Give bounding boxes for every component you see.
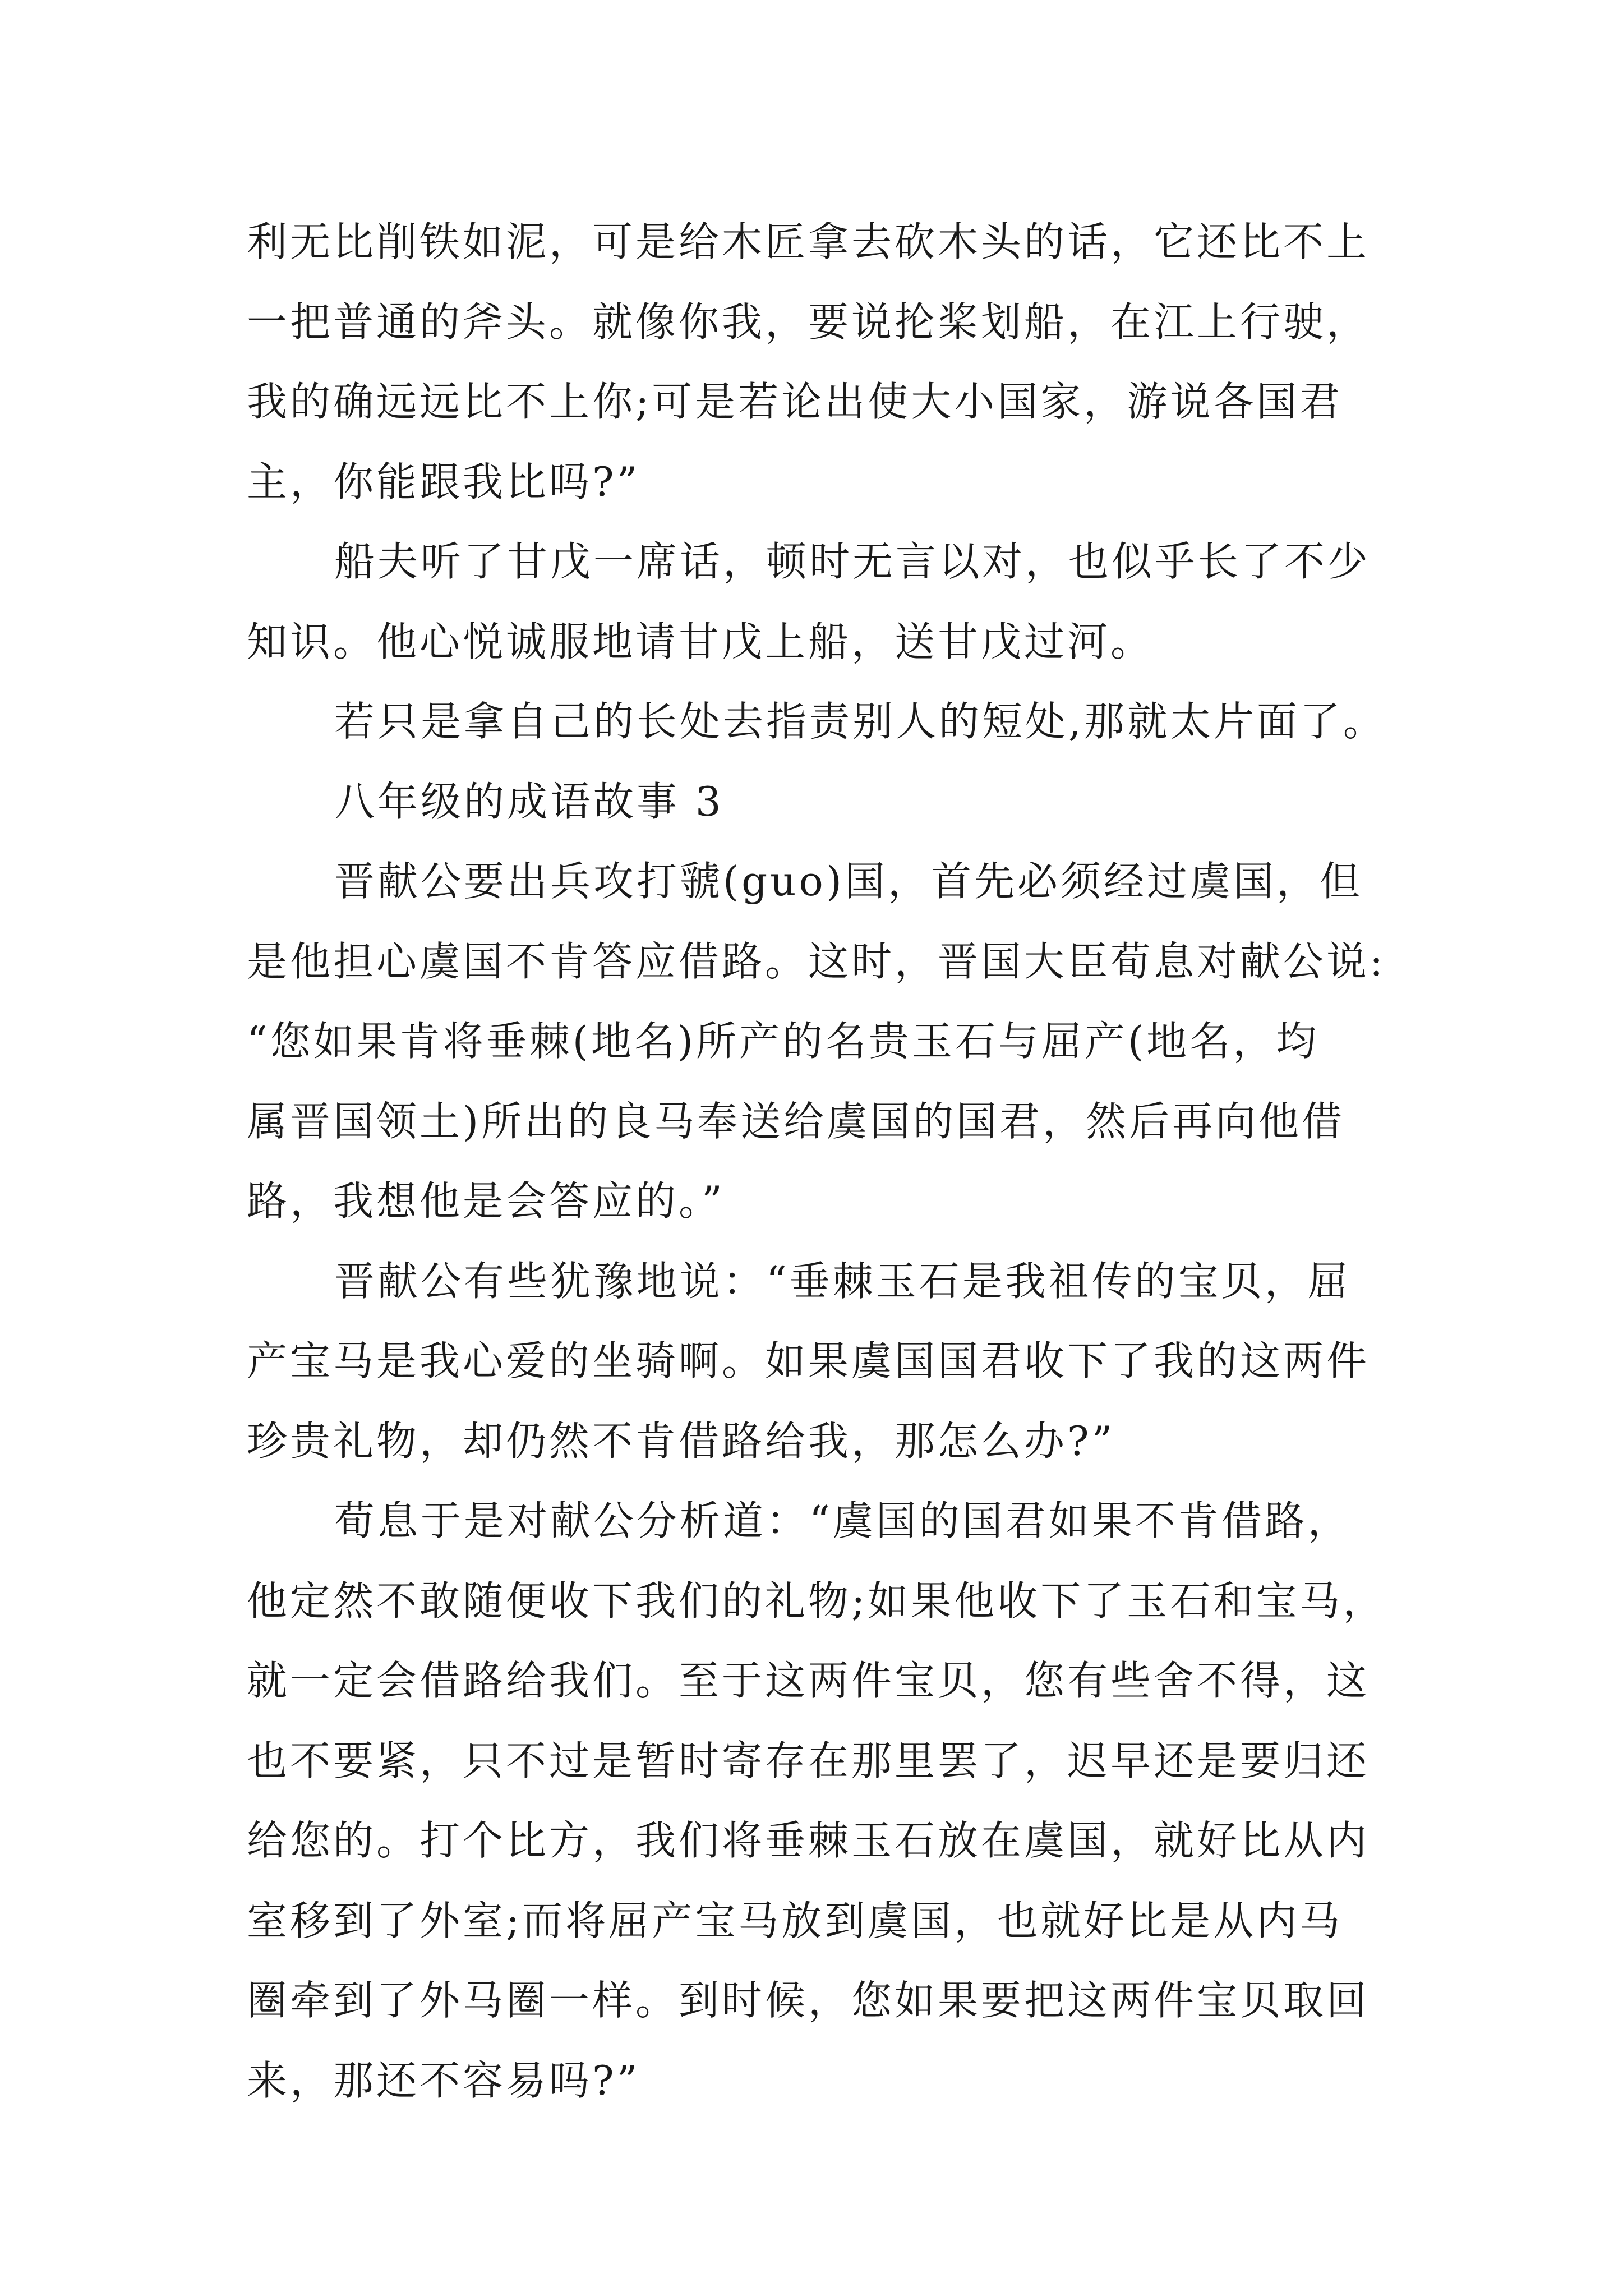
- text-line: “您如果肯将垂棘(地名)所产的名贵玉石与屈产(地名，均: [247, 1018, 1320, 1065]
- text-line: 我的确远远比不上你;可是若论出使大小国家，游说各国君: [247, 378, 1343, 425]
- section-heading: 八年级的成语故事 3: [334, 777, 724, 825]
- paragraph-start-line: 晋献公要出兵攻打虢(guo)国，首先必须经过虞国，但: [334, 858, 1363, 905]
- text-line: 主，你能跟我比吗?”: [247, 458, 640, 505]
- text-line: 产宝马是我心爱的坐骑啊。如果虞国国君收下了我的这两件: [247, 1337, 1370, 1384]
- text-line: 路，我想他是会答应的。”: [247, 1177, 725, 1225]
- paragraph-start-line: 晋献公有些犹豫地说：“垂棘玉石是我祖传的宝贝，屈: [334, 1257, 1351, 1305]
- text-line: 室移到了外室;而将屈产宝马放到虞国，也就好比是从内马: [247, 1897, 1343, 1944]
- text-line: 一把普通的斧头。就像你我，要说抡桨划船，在江上行驶，: [247, 298, 1370, 346]
- text-line: 给您的。打个比方，我们将垂棘玉石放在虞国，就好比从内: [247, 1817, 1370, 1864]
- text-line: 属晋国领土)所出的良马奉送给虞国的国君，然后再向他借: [247, 1097, 1345, 1145]
- text-line: 他定然不敢随便收下我们的礼物;如果他收下了玉石和宝马，: [247, 1577, 1386, 1625]
- text-line: 知识。他心悦诚服地请甘戊上船，送甘戊过河。: [247, 618, 1154, 665]
- text-line: 圈牵到了外马圈一样。到时候，您如果要把这两件宝贝取回: [247, 1977, 1370, 2024]
- paragraph-start-line: 若只是拿自己的长处去指责别人的短处,那就太片面了。: [334, 698, 1386, 745]
- text-line: 就一定会借路给我们。至于这两件宝贝，您有些舍不得，这: [247, 1657, 1370, 1704]
- paragraph-start-line: 荀息于是对献公分析道：“虞国的国君如果不肯借路，: [334, 1497, 1351, 1544]
- text-line: 珍贵礼物，却仍然不肯借路给我，那怎么办?”: [247, 1417, 1115, 1465]
- document-body: [247, 202, 1413, 2120]
- text-line: 利无比削铁如泥，可是给木匠拿去砍木头的话，它还比不上: [247, 218, 1370, 265]
- paragraph-start-line: 船夫听了甘戊一席话，顿时无言以对，也似乎长了不少: [334, 538, 1371, 585]
- text-line: 来，那还不容易吗?”: [247, 2056, 640, 2104]
- text-line: 是他担心虞国不肯答应借路。这时，晋国大臣荀息对献公说:: [247, 937, 1386, 985]
- text-line: 也不要紧，只不过是暂时寄存在那里罢了，迟早还是要归还: [247, 1737, 1370, 1784]
